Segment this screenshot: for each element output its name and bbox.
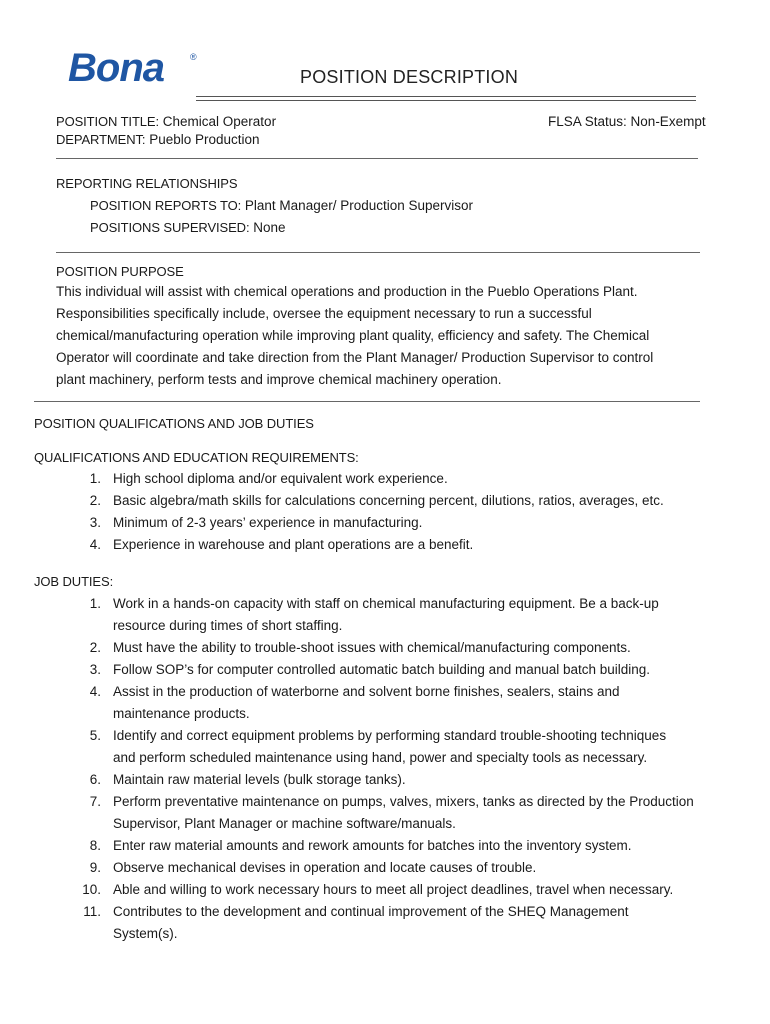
title-rule-bottom (196, 100, 696, 101)
position-title-row (56, 114, 276, 130)
purpose-paragraph (56, 281, 706, 391)
supervised-value: None (249, 220, 286, 235)
list-item-text: Contributes to the development and continual improvement of the SHEQ Management (113, 904, 629, 919)
flsa-value: Non-Exempt (626, 114, 706, 129)
list-item-text: resource during times of short staffing. (113, 618, 343, 633)
position-title-label: POSITION TITLE: (56, 114, 160, 129)
reporting-heading: REPORTING RELATIONSHIPS (56, 176, 238, 191)
flsa-label: FLSA Status: (548, 114, 627, 129)
list-item-text: maintenance products. (113, 706, 250, 721)
list-item-number: 6. (89, 772, 101, 787)
purpose-line: This individual will assist with chemical operations and production in the Pueblo Operations Plant. (56, 284, 638, 299)
list-item-text: Enter raw material amounts and rework amounts for batches into the inventory system. (113, 838, 632, 853)
divider-info (56, 158, 698, 159)
flsa-row (548, 114, 706, 130)
list-item-text: System(s). (113, 926, 178, 941)
list-item-number: 3. (89, 662, 101, 677)
reports-to-label: POSITION REPORTS TO: (90, 198, 242, 213)
list-item-text: Basic algebra/math skills for calculations concerning percent, dilutions, ratios, averages, etc. (113, 493, 664, 508)
supervised-label: POSITIONS SUPERVISED: (90, 220, 250, 235)
divider-purpose (34, 401, 700, 402)
list-item-number: 3. (89, 515, 101, 530)
qualifications-section-heading: POSITION QUALIFICATIONS AND JOB DUTIES (34, 416, 314, 431)
job-duties-heading: JOB DUTIES: (34, 574, 114, 589)
list-item-number: 4. (89, 537, 101, 552)
position-title-value: Chemical Operator (159, 114, 277, 129)
list-item-number: 11. (83, 904, 101, 919)
list-item-text: Able and willing to work necessary hours to meet all project deadlines, travel when necessary. (113, 882, 674, 897)
list-item-text: Minimum of 2-3 years’ experience in manufacturing. (113, 515, 423, 530)
purpose-line: Responsibilities specifically include, oversee the equipment necessary to run a successful (56, 306, 592, 321)
list-item-text: Experience in warehouse and plant operations are a benefit. (113, 537, 474, 552)
list-item-number: 1. (89, 471, 101, 486)
qualifications-subheading: QUALIFICATIONS AND EDUCATION REQUIREMENTS: (34, 450, 359, 465)
list-item-text: Follow SOP’s for computer controlled automatic batch building and manual batch building. (113, 662, 651, 677)
list-item-number: 7. (89, 794, 101, 809)
registered-mark: ® (190, 52, 197, 62)
list-item-number: 5. (89, 728, 101, 743)
list-item-number: 4. (89, 684, 101, 699)
purpose-line: Operator will coordinate and take direction from the Plant Manager/ Production Supervisor to control (56, 350, 654, 365)
qualifications-list (79, 468, 729, 558)
reports-to-row (90, 198, 473, 214)
reports-to-value: Plant Manager/ Production Supervisor (241, 198, 474, 213)
purpose-line: plant machinery, perform tests and improve chemical machinery operation. (56, 372, 502, 387)
list-item-text: Observe mechanical devises in operation and locate causes of trouble. (113, 860, 537, 875)
bona-logo: Bona (68, 46, 164, 90)
list-item-text: Supervisor, Plant Manager or machine software/manuals. (113, 816, 456, 831)
department-row (56, 132, 260, 148)
job-duties-list (79, 593, 729, 943)
divider-reporting (56, 252, 700, 253)
list-item-number: 9. (89, 860, 101, 875)
list-item-text: Maintain raw material levels (bulk storage tanks). (113, 772, 406, 787)
list-item-number: 2. (89, 493, 101, 508)
list-item-text: and perform scheduled maintenance using hand, power and specialty tools as necessary. (113, 750, 648, 765)
supervised-row (90, 220, 286, 236)
list-item-text: Work in a hands-on capacity with staff on chemical manufacturing equipment. Be a back-up (113, 596, 659, 611)
list-item-text: Must have the ability to trouble-shoot issues with chemical/manufacturing components. (113, 640, 631, 655)
list-item-text: High school diploma and/or equivalent work experience. (113, 471, 448, 486)
list-item-number: 8. (89, 838, 101, 853)
list-item-text: Perform preventative maintenance on pumps, valves, mixers, tanks as directed by the Production (113, 794, 694, 809)
department-label: DEPARTMENT: (56, 132, 146, 147)
title-rule-top (196, 96, 696, 97)
list-item-text: Identify and correct equipment problems by performing standard trouble-shooting techniques (113, 728, 667, 743)
list-item-text: Assist in the production of waterborne and solvent borne finishes, sealers, stains and (113, 684, 620, 699)
list-item-number: 10. (82, 882, 101, 897)
document-title: POSITION DESCRIPTION (300, 67, 519, 87)
purpose-line: chemical/manufacturing operation while improving plant quality, efficiency and safety. The Chemical (56, 328, 650, 343)
department-value: Pueblo Production (145, 132, 260, 147)
list-item-number: 1. (89, 596, 101, 611)
purpose-heading: POSITION PURPOSE (56, 264, 184, 279)
list-item-number: 2. (89, 640, 101, 655)
